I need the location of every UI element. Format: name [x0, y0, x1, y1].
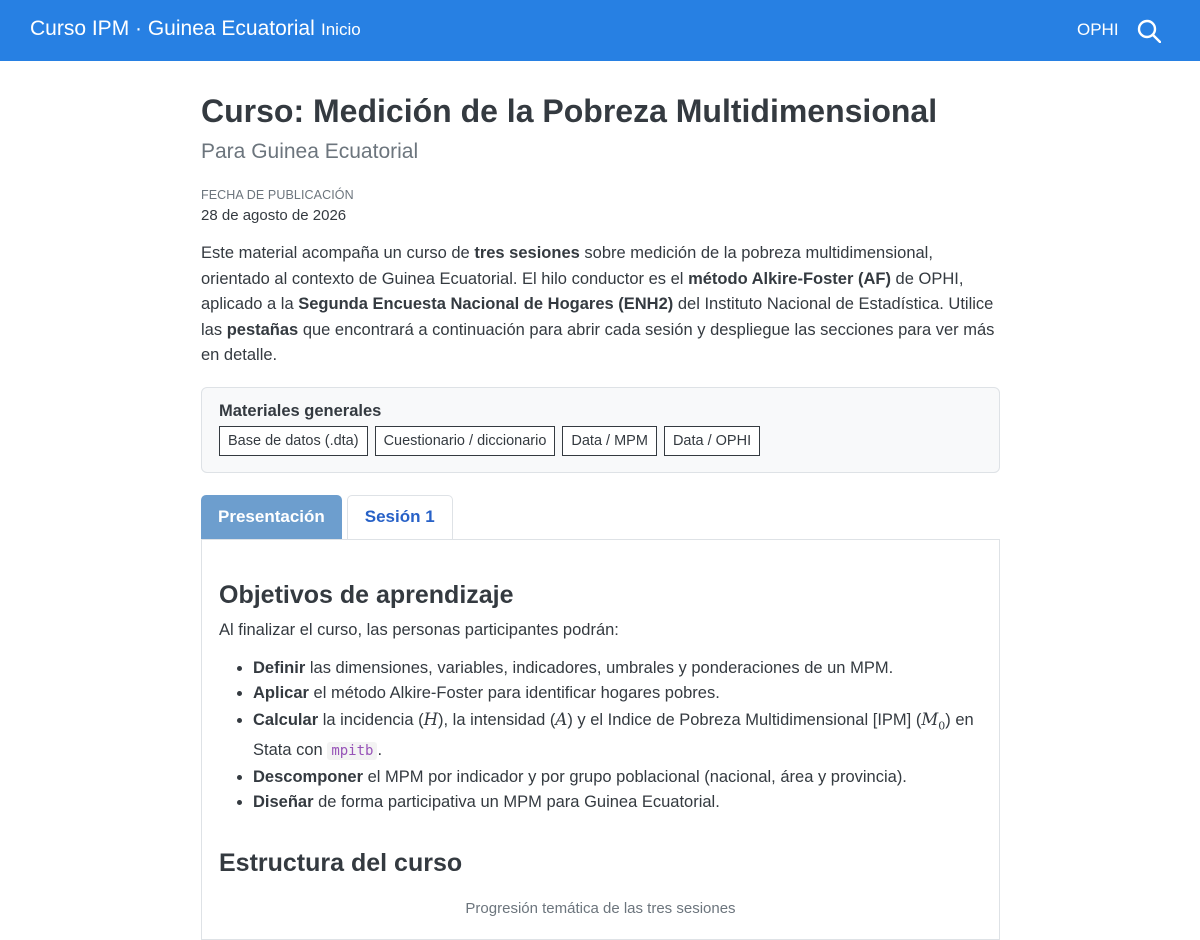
- intro-bold: método Alkire-Foster (AF): [688, 269, 891, 288]
- objective-verb: Calcular: [253, 710, 319, 729]
- intro-text: Este material acompaña un curso de: [201, 244, 475, 262]
- objective-text: las dimensiones, variables, indicadores, umbrales y ponderaciones de un MPM.: [305, 658, 894, 677]
- objective-text: de forma participativa un MPM para Guinea Ecuatorial.: [313, 793, 720, 812]
- questionnaire-button[interactable]: Cuestionario / diccionario: [375, 426, 556, 456]
- intro-text: del Instituto Nacional de Estadística. Utilice las: [201, 295, 994, 339]
- materials-box: [201, 387, 1000, 473]
- list-item: [253, 790, 982, 816]
- publication-date-label: FECHA DE PUBLICACIÓN: [201, 188, 354, 202]
- intro-paragraph: [201, 241, 1000, 369]
- objective-text: .: [377, 741, 383, 760]
- objective-text: la incidencia (: [318, 710, 424, 729]
- data-ophi-button[interactable]: Data / OPHI: [664, 426, 760, 456]
- search-icon[interactable]: [1137, 19, 1161, 43]
- dataset-button[interactable]: Base de datos (.dta): [219, 426, 368, 456]
- materials-title: Materiales generales: [219, 401, 382, 420]
- objectives-list: [219, 656, 982, 816]
- page-title: Curso: Medición de la Pobreza Multidimensional: [201, 93, 938, 129]
- objective-text: el método Alkire-Foster para identificar hogares pobres.: [308, 684, 720, 702]
- tab-panel: [201, 540, 1000, 940]
- math-h: H: [423, 709, 438, 729]
- objective-verb: Definir: [253, 658, 306, 677]
- objective-text: ) en Stata con: [253, 710, 974, 760]
- list-item: [253, 765, 982, 791]
- list-item: [253, 681, 982, 707]
- objectives-heading: Objetivos de aprendizaje: [219, 580, 514, 609]
- intro-text: de OPHI, aplicado a la: [201, 269, 964, 313]
- list-item: [253, 656, 982, 682]
- structure-caption: Progresión temática de las tres sesiones: [465, 899, 736, 917]
- list-item: [253, 707, 982, 765]
- objectives-intro: Al finalizar el curso, las personas participantes podrán:: [219, 620, 619, 639]
- intro-text: sobre medición de la pobreza multidimensional, orientado al contexto de Guinea Ecuatorial. El hilo conductor es el: [201, 244, 933, 288]
- objective-verb: Diseñar: [253, 793, 314, 812]
- main-content: [201, 88, 1000, 940]
- math-a: A: [555, 709, 568, 729]
- objective-text: ) y el Indice de Pobreza Multidimensional [IPM] (: [567, 710, 922, 729]
- structure-heading: Estructura del curso: [219, 848, 463, 877]
- code-mpitb: mpitb: [327, 742, 377, 760]
- intro-bold: Segunda Encuesta Nacional de Hogares (ENH2): [298, 295, 674, 313]
- math-m: M: [921, 709, 939, 729]
- publication-date: 28 de agosto de 2026: [201, 207, 347, 224]
- nav-ophi-link[interactable]: OPHI: [1077, 20, 1119, 39]
- intro-bold: tres sesiones: [474, 244, 580, 262]
- nav-home-link[interactable]: Inicio: [321, 20, 361, 39]
- objective-verb: Aplicar: [253, 684, 309, 702]
- tab-presentacion[interactable]: Presentación: [201, 495, 342, 539]
- objective-verb: Descomponer: [253, 767, 364, 786]
- math-m-sub: 0: [938, 718, 946, 732]
- site-brand[interactable]: Curso IPM · Guinea Ecuatorial: [30, 17, 315, 40]
- intro-bold: pestañas: [226, 320, 299, 339]
- page-subtitle: Para Guinea Ecuatorial: [201, 140, 419, 163]
- session-tabs: [201, 495, 1000, 540]
- objective-text: ), la intensidad (: [438, 710, 556, 729]
- top-navbar: [0, 0, 1200, 61]
- intro-text: que encontrará a continuación para abrir cada sesión y despliegue las secciones para ver más en detalle.: [201, 320, 995, 364]
- data-mpm-button[interactable]: Data / MPM: [562, 426, 657, 456]
- objective-text: el MPM por indicador y por grupo poblacional (nacional, área y provincia).: [363, 767, 907, 786]
- tab-sesion-1[interactable]: Sesión 1: [347, 495, 453, 539]
- materials-buttons: [219, 426, 982, 456]
